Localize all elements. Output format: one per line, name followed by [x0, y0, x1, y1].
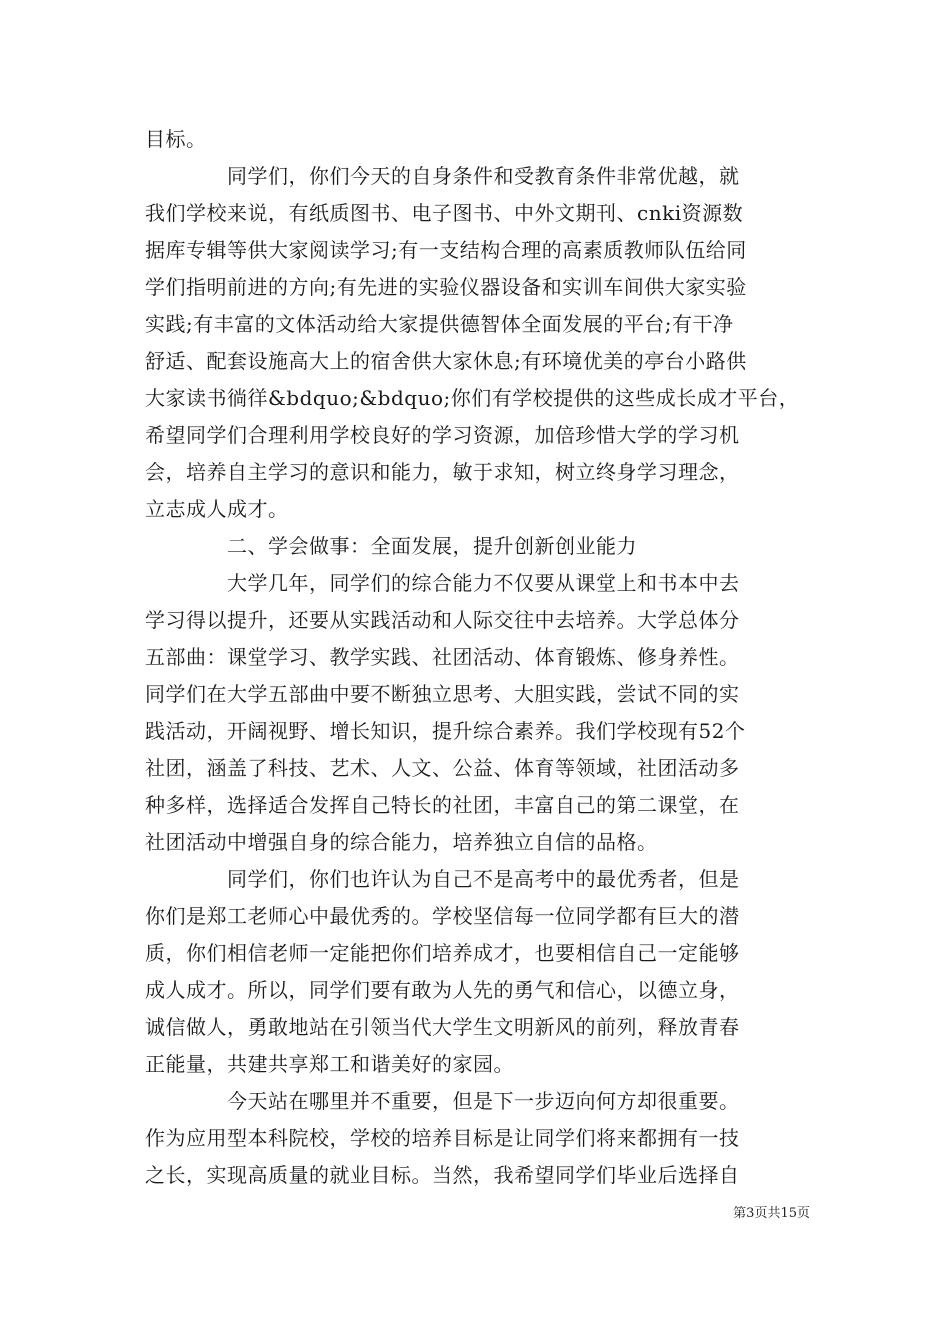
- text-line: 据库专辑等供大家阅读学习;有一支结构合理的高素质教师队伍给同: [145, 238, 747, 262]
- text-line: 大家读书徜徉&bdquo;&bdquo;你们有学校提供的这些成长成才平台，: [145, 386, 800, 410]
- text-line: 同学们，你们今天的自身条件和受教育条件非常优越，就: [145, 164, 740, 188]
- text-line: 舒适、配套设施高大上的宿舍供大家休息;有环境优美的亭台小路供: [145, 349, 747, 373]
- text-line: 作为应用型本科院校，学校的培养目标是让同学们将来都拥有一技: [145, 1126, 740, 1150]
- text-line: 学们指明前进的方向;有先进的实验仪器设备和实训车间供大家实验: [145, 275, 747, 299]
- text-line: 社团，涵盖了科技、艺术、人文、公益、体育等领域，社团活动多: [145, 756, 740, 780]
- text-line: 种多样，选择适合发挥自己特长的社团，丰富自己的第二课堂，在: [145, 793, 740, 817]
- text-line: 会，培养自主学习的意识和能力，敏于求知，树立终身学习理念，: [145, 460, 740, 484]
- text-line: 五部曲：课堂学习、教学实践、社团活动、体育锻炼、修身养性。: [145, 645, 740, 669]
- text-line: 学习得以提升，还要从实践活动和人际交往中去培养。大学总体分: [145, 608, 740, 632]
- text-line: 践活动，开阔视野、增长知识，提升综合素养。我们学校现有52个: [145, 719, 746, 743]
- text-line: 同学们，你们也许认为自己不是高考中的最优秀者，但是: [145, 867, 740, 891]
- text-line: 诚信做人，勇敢地站在引领当代大学生文明新风的前列，释放青春: [145, 1015, 740, 1039]
- text-line: 今天站在哪里并不重要，但是下一步迈向何方却很重要。: [145, 1089, 740, 1113]
- text-line: 质，你们相信老师一定能把你们培养成才，也要相信自己一定能够: [145, 941, 740, 965]
- text-line: 立志成人成才。: [145, 497, 289, 521]
- text-line: 我们学校来说，有纸质图书、电子图书、中外文期刊、cnki资源数: [145, 201, 744, 225]
- text-line: 目标。: [145, 127, 207, 151]
- text-line: 成人成才。所以，同学们要有敢为人先的勇气和信心，以德立身，: [145, 978, 740, 1002]
- text-line: 同学们在大学五部曲中要不断独立思考、大胆实践，尝试不同的实: [145, 682, 740, 706]
- page-number: 第3页共15页: [733, 1206, 810, 1221]
- text-line: 正能量，共建共享郑工和谐美好的家园。: [145, 1052, 514, 1076]
- text-line: 实践;有丰富的文体活动给大家提供德智体全面发展的平台;有干净: [145, 312, 734, 336]
- text-line: 社团活动中增强自身的综合能力，培养独立自信的品格。: [145, 830, 658, 854]
- text-line: 希望同学们合理利用学校良好的学习资源，加倍珍惜大学的学习机: [145, 423, 740, 447]
- text-line: 你们是郑工老师心中最优秀的。学校坚信每一位同学都有巨大的潜: [145, 904, 740, 928]
- text-line: 大学几年，同学们的综合能力不仅要从课堂上和书本中去: [145, 571, 740, 595]
- section-heading: 二、学会做事：全面发展，提升创新创业能力: [145, 534, 637, 558]
- text-line: 之长，实现高质量的就业目标。当然，我希望同学们毕业后选择自: [145, 1163, 740, 1187]
